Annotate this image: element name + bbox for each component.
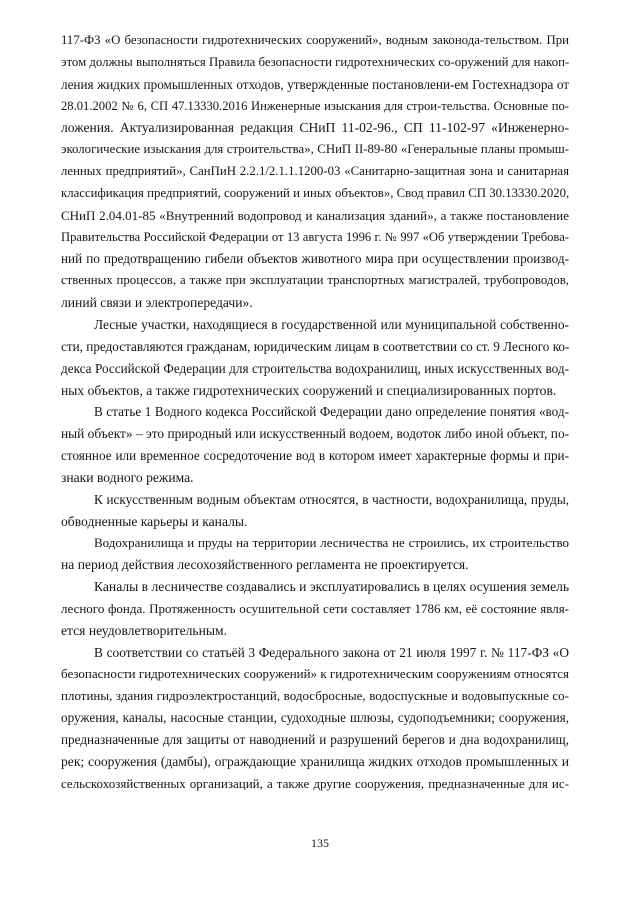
text-line: Водохранилища и пруды на территории лесничества не строились, их строительство	[94, 535, 569, 551]
text-line: этом должны выполняться Правила безопасности гидротехнических со-оружений для накоп-	[61, 54, 570, 69]
text-line: сти, предоставляются гражданам, юридическим лицам в соответствии со ст. 9 Лесного ко-	[61, 338, 570, 354]
text-line: стоянное или временное сосредоточение вод в котором имеет характерные формы и при-	[61, 448, 569, 464]
text-line: Правительства Российской Федерации от 13 августа 1996 г. № 997 «Об утверждении Требова-	[61, 229, 569, 244]
text-line: В статье 1 Водного кодекса Российской Федерации дано определение понятия «вод-	[94, 404, 569, 420]
text-line: ложения. Актуализированная редакция СНиП 11-02-96., СП 11-102-97 «Инженерно-	[61, 120, 569, 136]
text-line: декса Российской Федерации для строительства водохранилищ, иных искусственных вод-	[61, 360, 569, 376]
text-line: обводненные карьеры и каналы.	[61, 513, 248, 529]
text-line: Каналы в лесничестве создавались и эксплуатировались в целях осушения земель	[94, 579, 570, 595]
text-line: В соответствии со статьёй 3 Федерального закона от 21 июля 1997 г. № 117-ФЗ «О	[94, 644, 569, 660]
text-line: рек; сооружения (дамбы), ограждающие хранилища жидких отходов промышленных и	[61, 753, 569, 769]
text-line: К искусственным водным объектам относятся, в частности, водохранилища, пруды,	[94, 491, 569, 507]
text-line: сельскохозяйственных организаций, а также другие сооружения, предназначенные для ис-	[61, 775, 569, 791]
text-line: ных объектов, а также гидротехнических сооружений и специализированных портов.	[61, 382, 557, 398]
text-line: плотины, здания гидроэлектростанций, водосбросные, водоспускные и водовыпускные со-	[61, 688, 569, 704]
text-line: на период действия лесохозяйственного регламента не проектируется.	[61, 557, 469, 573]
text-line: оружения, каналы, насосные станции, судоходные шлюзы, судоподъемники; сооружения,	[61, 710, 569, 726]
text-line: экологические изыскания для строительства», СНиП II-89-80 «Генеральные планы промыш-	[61, 142, 569, 157]
body-text	[61, 30, 569, 795]
text-line: предназначенные для защиты от наводнений и разрушений берегов и дна водохранилищ,	[61, 732, 569, 747]
text-line: ления жидких промышленных отходов, утвержденные постановлени-ем Гостехнадзора от	[61, 76, 569, 92]
text-line: линий связи и электропередачи».	[61, 295, 253, 311]
text-line: ется неудовлетворительным.	[61, 622, 228, 638]
text-line: ственных процессов, а также при эксплуатации транспортных магистралей, трубопроводов,	[61, 273, 569, 288]
page-number: 135	[311, 836, 329, 850]
text-line: знаки водного режима.	[61, 469, 194, 485]
text-line: ленных предприятий», СанПиН 2.2.1/2.1.1.1200-03 «Санитарно-защитная зона и санитарная	[61, 164, 569, 179]
text-line: классификация предприятий, сооружений и иных объектов», Свод правил СП 30.13330.2020,	[61, 185, 570, 200]
text-line: ный объект» – это природный или искусственный водоем, водоток либо иной объект, по-	[61, 426, 570, 442]
text-line: Лесные участки, находящиеся в государственной или муниципальной собственно-	[94, 316, 569, 332]
text-line: СНиП 2.04.01-85 «Внутренний водопровод и канализация зданий», а также постановление	[61, 207, 569, 223]
text-line: 117-ФЗ «О безопасности гидротехнических сооружений», водным законода-тельством. При	[61, 33, 569, 47]
text-line: безопасности гидротехнических сооружений» к гидротехническим сооружениям относятся	[61, 666, 569, 682]
text-line: лесного фонда. Протяженность осушительной сети составляет 1786 км, её состояние явля-	[61, 600, 569, 616]
text-line: 28.01.2002 № 6, СП 47.13330.2016 Инженерные изыскания для строи-тельства. Основные по-	[61, 98, 569, 113]
text-line: ний по предотвращению гибели объектов животного мира при осуществлении производ-	[61, 251, 569, 267]
